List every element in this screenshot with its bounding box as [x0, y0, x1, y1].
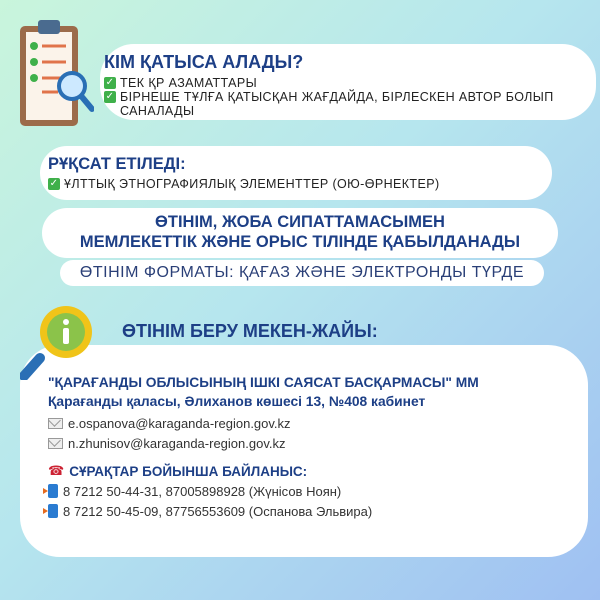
mobile-phone-icon	[48, 504, 58, 518]
envelope-icon	[48, 438, 63, 449]
allowed-title: РҰҚСАТ ЕТІЛЕДІ:	[48, 155, 186, 173]
info-magnifier-icon	[20, 300, 120, 380]
envelope-icon	[48, 418, 63, 429]
email-row[interactable]	[48, 435, 588, 451]
eligibility-item: ✓ ТЕК ҚР АЗАМАТТАРЫ	[105, 76, 258, 90]
address-title: ӨТІНІМ БЕРУ МЕКЕН-ЖАЙЫ:	[122, 321, 378, 341]
checkmark-icon: ✓	[105, 91, 115, 102]
organization-name: "ҚАРАҒАНДЫ ОБЛЫСЫНЫҢ ІШКІ САЯСАТ БАСҚАРМАСЫ" ММ	[48, 375, 479, 390]
email-link[interactable]: n.zhunisov@karaganda-region.gov.kz	[68, 435, 286, 451]
telephone-icon: ☎	[48, 463, 65, 478]
phone-numbers[interactable]: 8 7212 50-44-31, 87005898928 (Жүнісов Ноян)	[63, 483, 342, 499]
phone-row[interactable]	[48, 483, 588, 499]
allowed-item: ✓ ҰЛТТЫҚ ЭТНОГРАФИЯЛЫҚ ЭЛЕМЕНТТЕР (ОЮ-ӨРНЕКТЕР)	[49, 177, 440, 191]
eligibility-item: ✓ БІРНЕШЕ ТҰЛҒА ҚАТЫСҚАН ЖАҒДАЙДА, БІРЛЕСКЕН АВТОР БОЛЫП САНАЛАДЫ	[105, 90, 554, 118]
allowed-card	[40, 146, 552, 200]
eligibility-card	[100, 44, 596, 120]
phone-numbers[interactable]: 8 7212 50-45-09, 87756553609 (Оспанова Эльвира)	[63, 503, 373, 519]
email-row[interactable]	[48, 415, 588, 431]
languages-card	[42, 208, 558, 258]
contact-heading: ☎ СҰРАҚТАР БОЙЫНША БАЙЛАНЫС:	[48, 463, 308, 479]
eligibility-title: КІМ ҚАТЫСА АЛАДЫ?	[104, 52, 304, 72]
checkmark-icon: ✓	[49, 178, 59, 189]
street-address: Қарағанды қаласы, Әлиханов көшесі 13, №408 кабинет	[48, 394, 426, 409]
phone-row[interactable]	[48, 503, 588, 519]
format-banner: ӨТІНІМ ФОРМАТЫ: ҚАҒАЗ ЖӘНЕ ЭЛЕКТРОНДЫ ТҮРДЕ	[60, 260, 544, 286]
languages-line-2: МЕМЛЕКЕТТІК ЖӘНЕ ОРЫС ТІЛІНДЕ ҚАБЫЛДАНАДЫ	[79, 233, 521, 251]
checkmark-icon: ✓	[105, 77, 115, 88]
mobile-phone-icon	[48, 484, 58, 498]
clipboard-checklist-icon	[14, 14, 94, 134]
email-link[interactable]: e.ospanova@karaganda-region.gov.kz	[68, 415, 291, 431]
languages-line-1: ӨТІНІМ, ЖОБА СИПАТТАМАСЫМЕН	[155, 213, 445, 231]
